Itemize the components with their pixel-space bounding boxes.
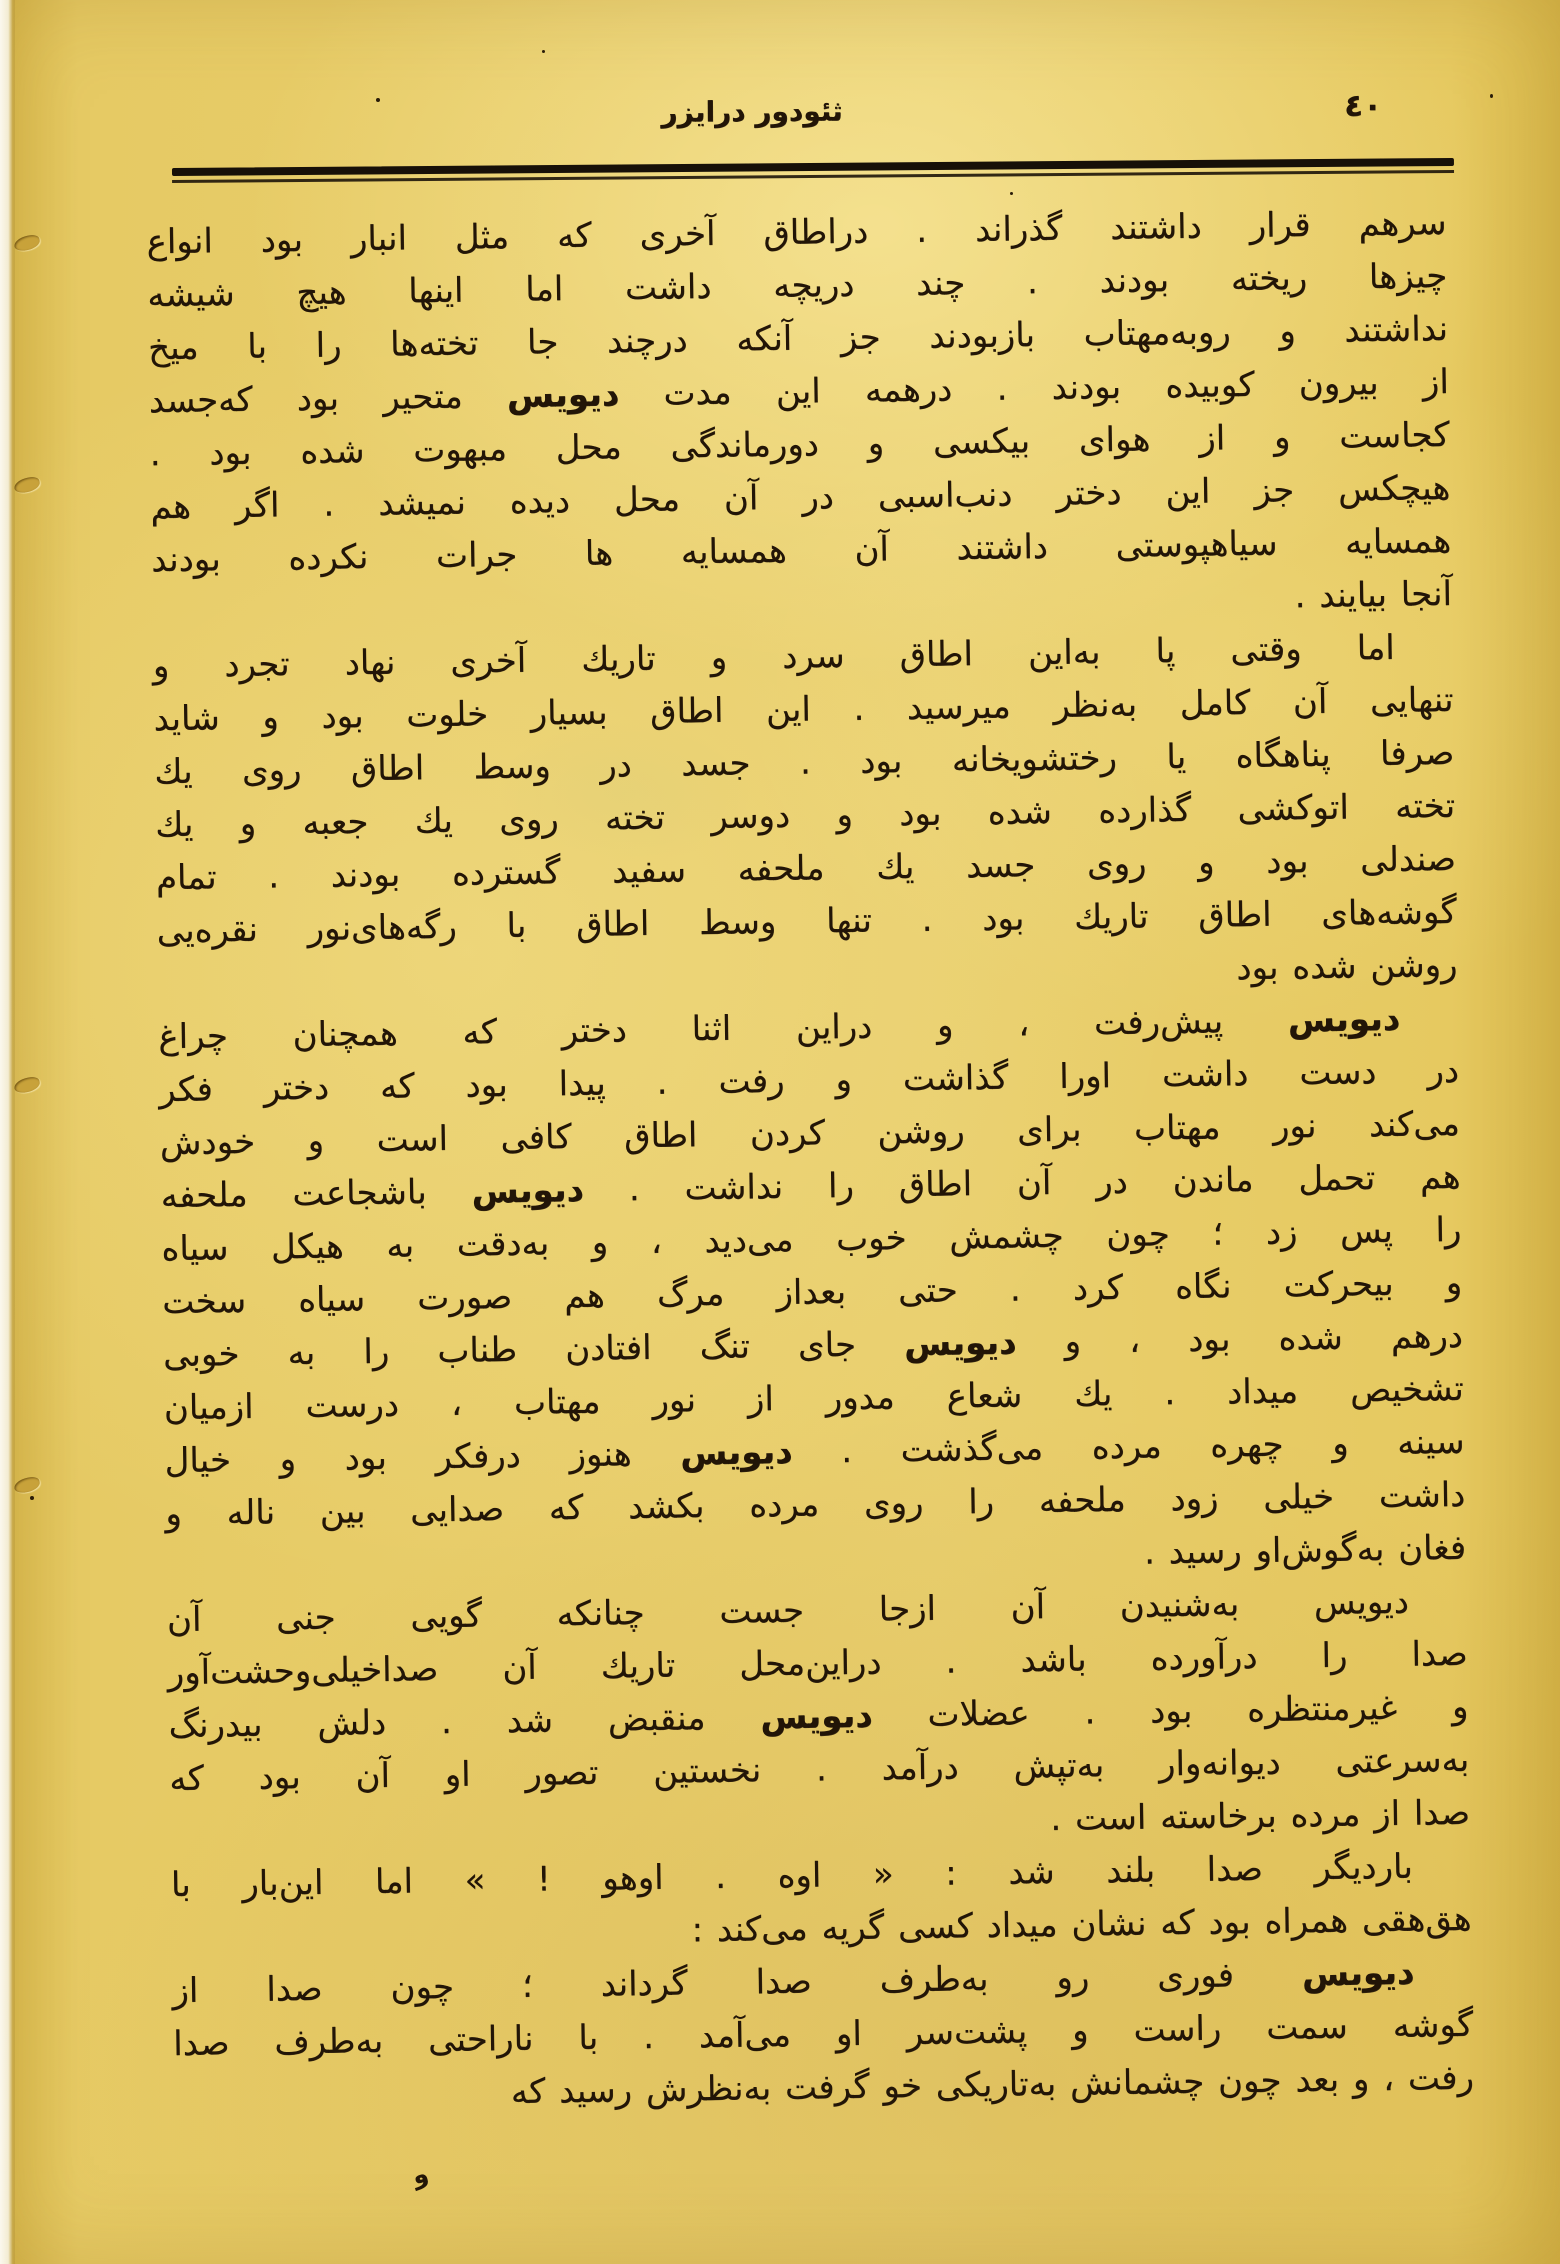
binding-hole: [13, 1475, 41, 1494]
body-text: هنوز درفکر بود و خیال: [164, 1433, 681, 1482]
bold-name-text: دیویس: [903, 1322, 1017, 1365]
body-text: صندلی بود و روی جسد یك ملحفه سفید گسترده بودند . تمام: [155, 838, 1457, 899]
body-text: رفت ، و بعد چون چشمانش به‌تاریکی خو گرفت به‌نظرش رسید که: [510, 2057, 1475, 2113]
body-text: کجاست و از هوای بیکسی و دورماندگی محل مبهوت شده بود .: [149, 414, 1450, 475]
body-text: تخته اتوکشی گذارده شده بود و دوسر تخته روی یك جعبه و یك: [154, 785, 1456, 846]
body-text: صرفا پناهگاه یا رختشویخانه بود . جسد در وسط اطاق روی یك: [154, 732, 1455, 793]
body-text: صدا را درآورده باشد . دراین‌محل تاریك آن صداخیلی‌وحشت‌آور: [167, 1633, 1468, 1694]
page-title: ثئودور درایزر: [661, 94, 843, 129]
bold-name-text: دیویس: [1301, 1952, 1415, 1995]
body-text: آنجا بیایند .: [1294, 573, 1453, 617]
body-text: چیزها ریخته بودند . چند دریچه داشت اما اینها هیچ شیشه: [147, 255, 1448, 316]
paragraph: [167, 1575, 1471, 1859]
body-text: دیویس به‌شنیدن آن ازجا جست چنانکه گویی جنی آن: [166, 1581, 1410, 1641]
bold-name-text: دیویس: [1287, 998, 1401, 1041]
body-text: تشخیص میداد . یك شعاع مدور از نور مهتاب ، درست ازمیان: [163, 1368, 1464, 1429]
bold-name-text: دیویس: [760, 1695, 873, 1738]
bold-name-text: دیویس: [506, 374, 620, 416]
binding-hole: [13, 475, 41, 494]
body-text: باردیگر صدا بلند شد : « اوه . اوهو ! » اما این‌بار با: [170, 1846, 1414, 1906]
body-text: همسایه سیاهپوستی داشتند آن همسایه ها جرات نکرده بودند: [150, 520, 1452, 581]
paragraph: [158, 992, 1467, 1594]
body-text: باشجاعت ملحفه: [160, 1171, 472, 1217]
page-number: ٤٠: [1344, 88, 1382, 124]
body-text: فوری رو به‌طرف صدا گرداند ؛ چون صدا از: [172, 1954, 1303, 2012]
body-text: هق‌هقی همراه بود که نشان میداد کسی گریه می‌کند :: [691, 1898, 1472, 1951]
text-block: [146, 197, 1474, 2124]
page-left-edge: [0, 0, 15, 2264]
body-text: داشت خیلی زود ملحفه را روی مرده بکشد که صدایی بین ناله و: [165, 1474, 1466, 1535]
body-text: تنهایی آن کامل به‌نظر میرسید . این اطاق بسیار خلوت بود و شاید: [153, 679, 1454, 740]
body-text: جای تنگ افتادن طناب را به خوبی: [162, 1324, 905, 1376]
body-text: نداشتند و روبه‌مهتاب بازبودند جز آنکه درچند جا تخته‌ها را با میخ: [147, 308, 1449, 369]
bold-name-text: دیویس: [679, 1431, 793, 1474]
body-text: منقبض شد . دلش بیدرنگ: [168, 1697, 761, 1747]
bold-name-text: دیویس: [471, 1169, 585, 1212]
body-text: به‌سرعتی دیوانه‌وار به‌تپش درآمد . نخستین تصور او آن بود که: [169, 1739, 1470, 1800]
ink-speck: [30, 1496, 34, 1500]
body-text: و بیحرکت نگاه کرد . حتی بعداز مرگ هم صورت سیاه سخت: [161, 1262, 1463, 1323]
paragraph: [171, 1840, 1472, 1965]
paragraph: [152, 621, 1457, 1011]
body-text: گوشه سمت راست و پشت‌سر او می‌آمد . با ناراحتی به‌طرف صدا: [172, 2004, 1474, 2065]
binding-hole: [13, 233, 41, 252]
body-text: اما وقتی پا به‌این اطاق سرد و تاریك آخری نهاد تجرد و: [152, 627, 1395, 687]
ink-mark: و: [407, 2158, 432, 2191]
body-text: صدا از مرده برخاسته است .: [1050, 1792, 1471, 1840]
ink-speck: [542, 50, 545, 53]
paragraph: [172, 1946, 1474, 2124]
body-text: و غیرمنتظره بود . عضلات: [872, 1686, 1469, 1736]
body-text: سرهم قرار داشتند گذراند . دراطاق آخری که مثل انبار بود انواع: [146, 202, 1447, 263]
body-text: فغان به‌گوش‌او رسید .: [1143, 1527, 1467, 1573]
body-text: از بیرون کوبیده بودند . درهمه این مدت: [618, 361, 1450, 415]
body-text: را پس زد ؛ چون چشمش خوب می‌دید ، و به‌دقت به هیکل سیاه: [161, 1209, 1462, 1270]
body-text: سینه و چهره مرده می‌گذشت .: [792, 1421, 1465, 1472]
body-text: می‌کند نور مهتاب برای روشن کردن اطاق کافی است و خودش: [159, 1103, 1461, 1164]
body-text: روشن شده بود: [1235, 944, 1458, 989]
body-text: هیچکس جز این دختر دنب‌اسبی در آن محل دیده نمیشد . اگر هم: [150, 467, 1451, 528]
binding-hole: [13, 1075, 41, 1094]
body-text: درهم شده بود ، و: [1016, 1315, 1464, 1363]
body-text: گوشه‌های اطاق تاریك بود . تنها وسط اطاق با رگه‌های‌نور نقره‌یی: [156, 891, 1457, 952]
body-text: پیش‌رفت ، و دراین اثنا دختر که همچنان چراغ: [158, 1000, 1289, 1058]
body-text: در دست داشت اورا گذاشت و رفت . پیدا بود که دختر فکر: [158, 1050, 1460, 1111]
ink-speck: [1010, 192, 1013, 195]
header-rule: [172, 158, 1454, 183]
paragraph: [146, 197, 1452, 640]
body-text: هم تحمل ماندن در آن اطاق را نداشت .: [583, 1156, 1461, 1210]
body-text: متحیر بود که‌جسد: [148, 375, 508, 422]
